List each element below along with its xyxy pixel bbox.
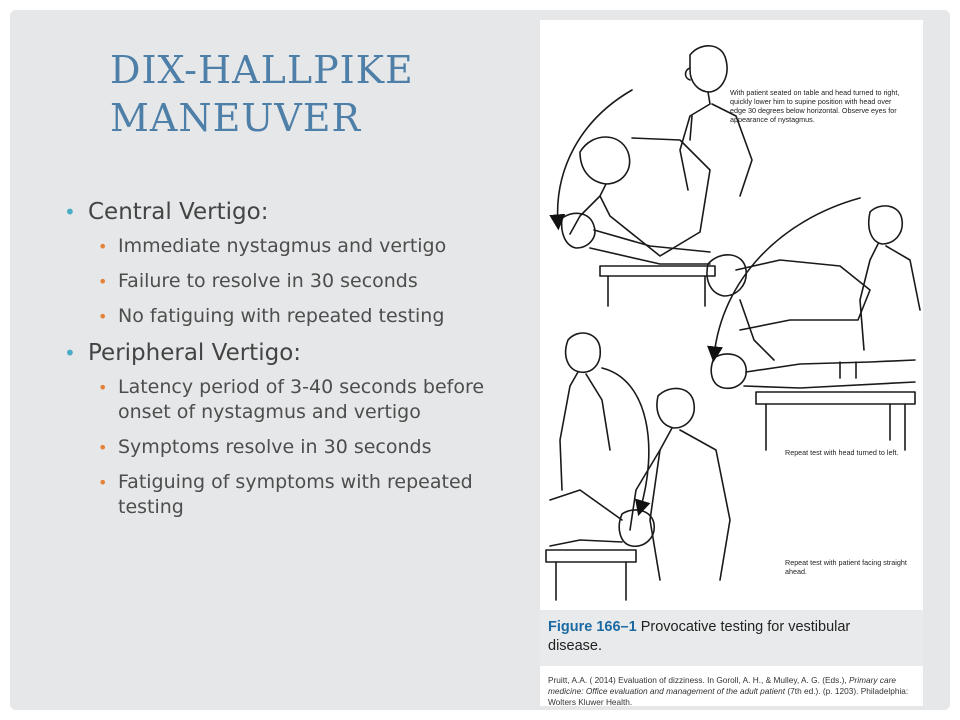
panel-3-figures	[546, 333, 730, 600]
slide	[10, 10, 950, 710]
panel-1-figures	[558, 46, 752, 306]
bullet-item: • No fatiguing with repeated testing	[88, 304, 522, 329]
figure-caption	[548, 618, 908, 656]
citation-book-title: Primary care medicine: Office evaluation and management of the adult patient	[548, 675, 896, 696]
citation-part-2: (7th ed.). (p. 1203). Philadelphia: Wolters Kluwer Health.	[548, 686, 909, 707]
slide-title	[110, 46, 520, 142]
title-line-1: DIX-HALLPIKE	[110, 48, 414, 92]
figure-caption-band	[540, 610, 923, 666]
step-note-1: With patient seated on table and head turned to right, quickly lower him to supine position with head over edge 30 degrees below horizontal. Observe eyes for appearance of nystagmus.	[730, 88, 900, 124]
figure-number: Figure 166–1	[548, 619, 637, 635]
figure-caption-text: Provocative testing for vestibular disease.	[548, 619, 851, 654]
figure-panel	[540, 20, 923, 706]
step-note-2: Repeat test with head turned to left.	[785, 448, 899, 457]
section-peripheral-vertigo	[62, 339, 522, 520]
panel-2-figures	[707, 198, 920, 450]
step-note-3: Repeat test with patient facing straight ahead.	[785, 558, 907, 576]
bullet-item: • Fatiguing of symptoms with repeated testing	[88, 470, 522, 520]
bullet-item: • Latency period of 3-40 seconds before onset of nystagmus and vertigo	[88, 375, 522, 425]
bullet-item: • Symptoms resolve in 30 seconds	[88, 435, 522, 460]
citation-part-1: Pruitt, A.A. ( 2014) Evaluation of dizziness. In Goroll, A. H., & Mulley, A. G. (Eds.),	[548, 675, 847, 685]
section-heading: Peripheral Vertigo:	[88, 340, 302, 366]
section-heading: Central Vertigo:	[88, 199, 269, 225]
bullet-item: • Immediate nystagmus and vertigo	[88, 234, 522, 259]
citation	[548, 675, 918, 708]
section-central-vertigo	[62, 198, 522, 329]
bullet-item: • Failure to resolve in 30 seconds	[88, 269, 522, 294]
title-line-2: MANEUVER	[110, 96, 362, 140]
bullet-list	[62, 198, 522, 530]
